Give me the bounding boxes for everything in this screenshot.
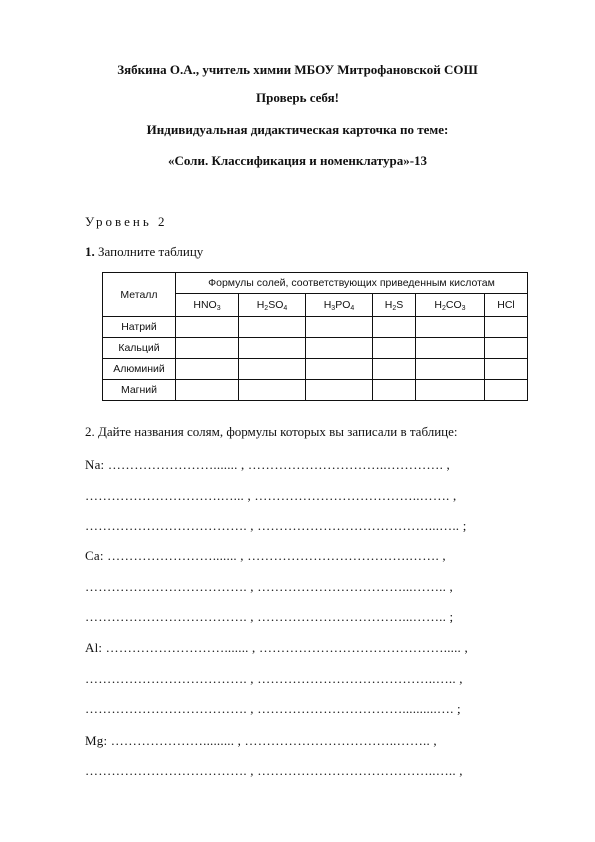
table-row xyxy=(103,380,528,401)
answer-cell[interactable] xyxy=(306,338,373,359)
task1-number: 1. xyxy=(85,244,95,259)
formulas-header-cell: Формулы солей, соответствующих приведенным кислотам xyxy=(176,273,528,294)
answer-line[interactable]: Mg: …………………......... , ……………………………..…….. , xyxy=(85,733,437,748)
metal-name: Магний xyxy=(103,380,176,401)
answer-line[interactable]: ………………………………. , …………………………………..….. , xyxy=(85,763,463,778)
acid-header: HCl xyxy=(485,294,528,317)
answer-line[interactable]: Na: ……………………....... , …………………………..…………. , xyxy=(85,457,450,472)
answer-line[interactable]: ………………………………. , …………………………………...….. ; xyxy=(85,518,467,533)
card-heading: Индивидуальная дидактическая карточка по теме: xyxy=(146,122,449,137)
answer-line[interactable]: ………………………………. , ……………………………...…….. ; xyxy=(85,609,454,624)
author-line: Зябкина О.А., учитель химии МБОУ Митрофановской СОШ xyxy=(117,62,478,77)
acid-header: $H_2SO_4$ xyxy=(239,294,306,317)
answer-cell[interactable] xyxy=(239,380,306,401)
answer-cell[interactable] xyxy=(485,359,528,380)
task1-label xyxy=(85,244,203,260)
salts-table xyxy=(102,272,528,401)
table-row xyxy=(103,359,528,380)
answer-cell[interactable] xyxy=(373,317,416,338)
acid-header: $H_2CO_3$ xyxy=(416,294,485,317)
acid-header: $HNO_3$ xyxy=(176,294,239,317)
answer-cell[interactable] xyxy=(373,359,416,380)
answer-cell[interactable] xyxy=(416,359,485,380)
level-label: Уровень 2 xyxy=(85,214,168,229)
answer-cell[interactable] xyxy=(239,317,306,338)
answer-cell[interactable] xyxy=(416,380,485,401)
answer-cell[interactable] xyxy=(176,380,239,401)
metal-name: Натрий xyxy=(103,317,176,338)
table-row xyxy=(103,317,528,338)
answer-cell[interactable] xyxy=(373,338,416,359)
answer-cell[interactable] xyxy=(485,338,528,359)
acid-header: $H_3PO_4$ xyxy=(306,294,373,317)
task2-label: 2. Дайте названия солям, формулы которых вы записали в таблице: xyxy=(85,424,458,439)
table-row xyxy=(103,338,528,359)
answer-cell[interactable] xyxy=(306,317,373,338)
task1-text: Заполните таблицу xyxy=(98,244,204,259)
check-heading: Проверь себя! xyxy=(256,90,339,105)
metal-header-cell: Металл xyxy=(103,273,176,317)
answer-line[interactable]: Al: ………………………....... , ……………………………………..... , xyxy=(85,640,468,655)
answer-cell[interactable] xyxy=(306,380,373,401)
answer-line[interactable]: Ca: ……………………....... , ……………………………….……. , xyxy=(85,548,446,563)
answer-cell[interactable] xyxy=(485,317,528,338)
answer-cell[interactable] xyxy=(176,338,239,359)
answer-line[interactable]: ………………………….…... , ………………………………..……. , xyxy=(85,488,457,503)
metal-name: Алюминий xyxy=(103,359,176,380)
answer-line[interactable]: ………………………………. , ……………………………...…….. , xyxy=(85,579,453,594)
answer-line[interactable]: ………………………………. , ……………………………..........…. ; xyxy=(85,701,461,716)
answer-cell[interactable] xyxy=(485,380,528,401)
answer-line[interactable]: ………………………………. , …………………………………..….. , xyxy=(85,671,463,686)
answer-cell[interactable] xyxy=(416,317,485,338)
answer-cell[interactable] xyxy=(373,380,416,401)
topic-heading: «Соли. Классификация и номенклатура»-13 xyxy=(167,153,428,168)
answer-cell[interactable] xyxy=(239,338,306,359)
metal-name: Кальций xyxy=(103,338,176,359)
acid-header: $H_2S$ xyxy=(373,294,416,317)
answer-cell[interactable] xyxy=(176,317,239,338)
answer-cell[interactable] xyxy=(176,359,239,380)
answer-cell[interactable] xyxy=(306,359,373,380)
answer-cell[interactable] xyxy=(239,359,306,380)
answer-cell[interactable] xyxy=(416,338,485,359)
